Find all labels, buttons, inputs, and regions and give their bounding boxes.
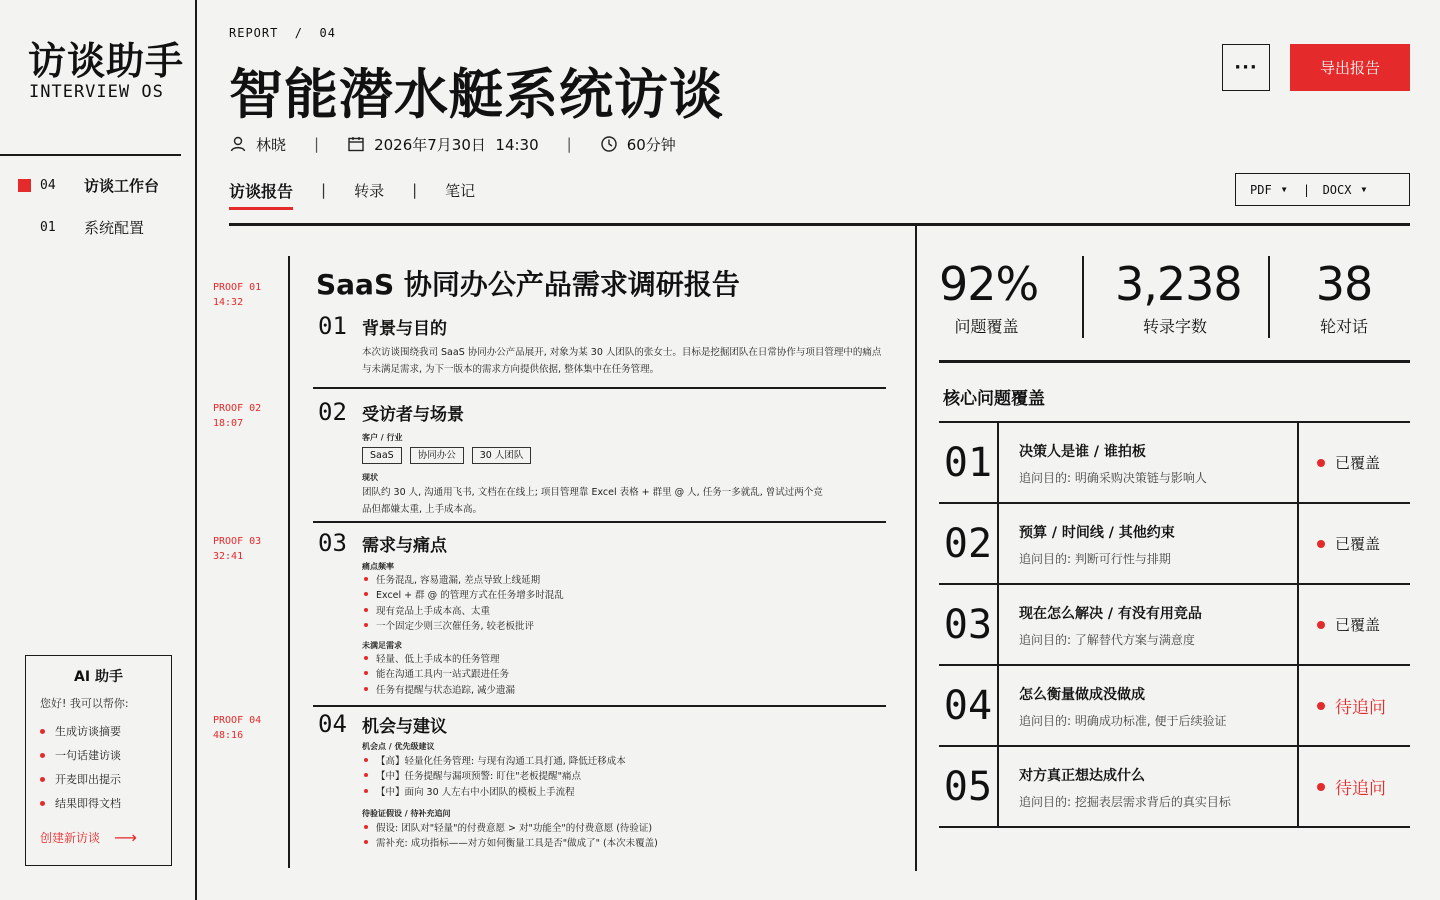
report-title: SaaS 协同办公产品需求调研报告 <box>316 268 740 301</box>
format-label: PDF <box>1250 182 1272 197</box>
question-number: 03 <box>939 585 999 664</box>
page-title: 智能潜水艇系统访谈 <box>229 63 724 126</box>
table-row[interactable] <box>939 747 1410 828</box>
tag: 30 人团队 <box>472 447 532 464</box>
status-text: 待追问 <box>1335 779 1386 799</box>
core-questions-title: 核心问题覆盖 <box>943 389 1045 409</box>
brand-subtitle: INTERVIEW OS <box>29 82 164 102</box>
status-dot-icon <box>1317 621 1325 629</box>
tag: SaaS <box>362 447 402 464</box>
question-title: 决策人是谁 / 谁拍板 <box>1019 444 1146 460</box>
section-divider <box>313 705 886 707</box>
stat-value: 3,238 <box>1115 257 1242 311</box>
question-purpose: 追问目的: 明确采购决策链与影响人 <box>1019 471 1207 485</box>
stats-divider <box>939 360 1410 363</box>
header-divider <box>229 223 1410 226</box>
core-questions-table <box>939 421 1410 828</box>
question-title: 怎么衡量做成没做成 <box>1019 687 1145 703</box>
unmet-needs-list <box>364 650 515 697</box>
stat-value: 92% <box>939 257 1039 311</box>
status-dot-icon <box>1317 540 1325 548</box>
subsection-label: 机会点 / 优先级建议 <box>362 742 435 751</box>
proof-time: 18:07 <box>213 418 244 429</box>
nav-item-label: 系统配置 <box>84 218 145 237</box>
subsection-label: 待验证假设 / 待补充追问 <box>362 809 451 818</box>
user-icon <box>229 135 247 153</box>
list-item: 轻量、低上手成本的任务管理 <box>364 650 515 666</box>
format-selector: PDF ▼ | DOCX ▼ <box>1235 173 1410 206</box>
section-heading <box>318 528 447 558</box>
tab-notes[interactable]: 笔记 <box>445 181 476 200</box>
clock-icon <box>600 135 618 153</box>
hypothesis-list <box>364 819 658 850</box>
subsection-label: 未满足需求 <box>362 641 402 650</box>
proof-time: 32:41 <box>213 551 244 562</box>
section-number: 02 <box>318 398 347 426</box>
pain-point-list <box>364 571 564 633</box>
proof-marker[interactable] <box>213 401 261 431</box>
stat-value: 38 <box>1315 257 1373 311</box>
list-item: 现有竞品上手成本高、太重 <box>364 602 564 618</box>
subsection-label: 客户 / 行业 <box>362 433 403 442</box>
proof-time: 14:32 <box>213 297 244 308</box>
question-title: 现在怎么解决 / 有没有用竞品 <box>1019 606 1202 622</box>
section-title: 背景与目的 <box>362 318 447 339</box>
nav-item-label: 访谈工作台 <box>84 176 160 195</box>
ai-capability-list <box>40 719 171 815</box>
stat-divider <box>1268 256 1270 338</box>
proof-label: PROOF 01 <box>213 282 262 293</box>
section-heading <box>318 397 464 427</box>
question-title: 对方真正想达成什么 <box>1019 768 1145 784</box>
ai-capability[interactable]: 一句话建访谈 <box>40 743 171 767</box>
list-item: 能在沟通工具内一站式跟进任务 <box>364 666 515 682</box>
nav-item-count: 04 <box>40 177 56 193</box>
table-row[interactable] <box>939 504 1410 585</box>
list-item: 【中】面向 30 人左右中小团队的模板上手流程 <box>364 783 626 799</box>
ai-capability[interactable]: 开麦即出提示 <box>40 767 171 791</box>
create-interview-label: 创建新访谈 <box>40 831 101 845</box>
list-item: Excel + 群 @ 的管理方式在任务增多时混乱 <box>364 587 564 603</box>
status-text: 已覆盖 <box>1335 535 1381 553</box>
format-label: DOCX <box>1322 182 1352 197</box>
section-number: 01 <box>318 312 347 340</box>
export-report-button[interactable]: 导出报告 <box>1290 44 1410 91</box>
stat-dialogue-rounds <box>1300 258 1388 337</box>
ai-capability[interactable]: 结果即得文档 <box>40 791 171 815</box>
tab-transcript[interactable]: 转录 <box>354 181 385 200</box>
status-dot-icon <box>1317 783 1325 791</box>
docx-format-dropdown[interactable] <box>1323 183 1367 197</box>
calendar-icon <box>347 135 365 153</box>
interview-duration: 60分钟 <box>626 135 676 154</box>
list-item: 【高】轻量化任务管理: 与现有沟通工具打通, 降低迁移成本 <box>364 752 626 768</box>
ai-assistant-panel <box>25 655 172 866</box>
sidebar <box>0 0 197 900</box>
opportunity-list <box>364 752 626 799</box>
stat-label: 轮对话 <box>1319 317 1368 336</box>
tab-bar: 访谈报告 | 转录 | 笔记 <box>229 178 475 202</box>
list-item: 任务混乱, 容易遗漏, 差点导致上线延期 <box>364 571 564 587</box>
stat-label: 转录字数 <box>1142 317 1207 336</box>
section-title: 需求与痛点 <box>362 535 447 556</box>
status-badge <box>1299 585 1410 664</box>
caret-down-icon: ▼ <box>1281 185 1287 194</box>
question-title: 预算 / 时间线 / 其他约束 <box>1019 525 1175 541</box>
arrow-right-icon: ⟶ <box>114 828 137 847</box>
status-text: 已覆盖 <box>1335 616 1381 634</box>
stat-label: 问题覆盖 <box>954 317 1019 336</box>
question-purpose: 追问目的: 判断可行性与排期 <box>1019 552 1171 566</box>
status-badge <box>1299 423 1410 502</box>
stat-divider <box>1082 256 1084 338</box>
proof-marker[interactable] <box>213 534 261 564</box>
brand-title: 访谈助手 <box>28 39 185 83</box>
list-item: 【中】任务提醒与漏项预警: 盯住"老板提醒"痛点 <box>364 768 626 784</box>
tab-report[interactable]: 访谈报告 <box>229 179 293 202</box>
section-number: 04 <box>318 710 347 738</box>
report-timeline <box>288 256 290 868</box>
status-dot-icon <box>1317 702 1325 710</box>
proof-label: PROOF 04 <box>213 715 262 726</box>
more-options-button[interactable]: ··· <box>1222 44 1270 91</box>
proof-time: 48:16 <box>213 730 244 741</box>
status-badge <box>1299 504 1410 583</box>
question-purpose: 追问目的: 挖掘表层需求背后的真实目标 <box>1019 795 1231 809</box>
section-body: 本次访谈围绕我司 SaaS 协同办公产品展开, 对象为某 30 人团队的张女士。目标是挖掘团队在日常协作与项目管理中的痛点与未满足需求, 为下一版本的需求方向提供依据, 整体集中在任务管理。 <box>362 347 882 375</box>
sidebar-divider <box>0 154 181 156</box>
question-number: 04 <box>939 666 999 745</box>
question-purpose: 追问目的: 了解替代方案与满意度 <box>1019 633 1195 647</box>
proof-label: PROOF 03 <box>213 536 262 547</box>
question-number: 01 <box>939 423 999 502</box>
ai-greeting: 您好! 我可以帮你: <box>40 697 129 710</box>
list-item: 需补充: 成功指标——对方如何衡量工具是否"做成了" (本次未覆盖) <box>364 835 658 851</box>
interview-datetime: 2026年7月30日 14:30 <box>374 135 539 154</box>
ai-assistant-title: AI 助手 <box>74 669 123 685</box>
interview-meta: 林晓 | 2026年7月30日 14:30 | 60分钟 <box>229 132 676 156</box>
subsection-label: 痛点频率 <box>362 562 394 571</box>
column-divider <box>915 226 917 871</box>
section-title: 受访者与场景 <box>362 404 464 425</box>
interviewee-name: 林晓 <box>256 135 287 154</box>
tag-list <box>362 447 531 464</box>
section-divider <box>313 387 886 389</box>
status-dot-icon <box>1317 459 1325 467</box>
question-purpose: 追问目的: 明确成功标准, 便于后续验证 <box>1019 714 1227 728</box>
section-heading <box>318 709 447 739</box>
status-badge <box>1299 747 1410 826</box>
nav-item-count: 01 <box>40 219 56 235</box>
section-heading <box>318 311 447 341</box>
create-interview-link[interactable] <box>40 828 137 847</box>
question-number: 02 <box>939 504 999 583</box>
proof-marker[interactable] <box>213 713 261 743</box>
list-item: 一个固定少则三次催任务, 较老板批评 <box>364 618 564 634</box>
active-marker-icon <box>18 179 31 192</box>
section-number: 03 <box>318 529 347 557</box>
table-row[interactable] <box>939 666 1410 747</box>
subsection-label: 现状 <box>362 473 378 482</box>
section-divider <box>313 521 886 523</box>
tag: 协同办公 <box>410 447 464 464</box>
proof-marker[interactable] <box>213 280 261 310</box>
status-text: 已覆盖 <box>1335 454 1381 472</box>
nav-item-settings[interactable] <box>18 215 144 239</box>
stat-question-coverage <box>939 257 1039 337</box>
table-row[interactable] <box>939 423 1410 504</box>
nav-item-workbench[interactable] <box>18 173 159 197</box>
caret-down-icon: ▼ <box>1361 185 1367 194</box>
stat-transcript-words <box>1115 257 1242 337</box>
breadcrumb: REPORT / 04 <box>229 26 336 40</box>
ai-capability[interactable]: 生成访谈摘要 <box>40 719 171 743</box>
status-text: 待追问 <box>1335 698 1386 718</box>
proof-label: PROOF 02 <box>213 403 262 414</box>
section-body: 团队约 30 人, 沟通用飞书, 文档在在线上; 项目管理靠 Excel 表格 + 群里 @ 人, 任务一多就乱, 曾试过两个竞品但都嫌太重, 上手成本高。 <box>362 487 823 515</box>
section-title: 机会与建议 <box>362 716 447 737</box>
status-badge <box>1299 666 1410 745</box>
question-number: 05 <box>939 747 999 826</box>
list-item: 任务有提醒与状态追踪, 减少遗漏 <box>364 681 515 697</box>
table-row[interactable] <box>939 585 1410 666</box>
list-item: 假设: 团队对"轻量"的付费意愿 > 对"功能全"的付费意愿 (待验证) <box>364 819 658 835</box>
pdf-format-dropdown[interactable] <box>1250 183 1287 197</box>
